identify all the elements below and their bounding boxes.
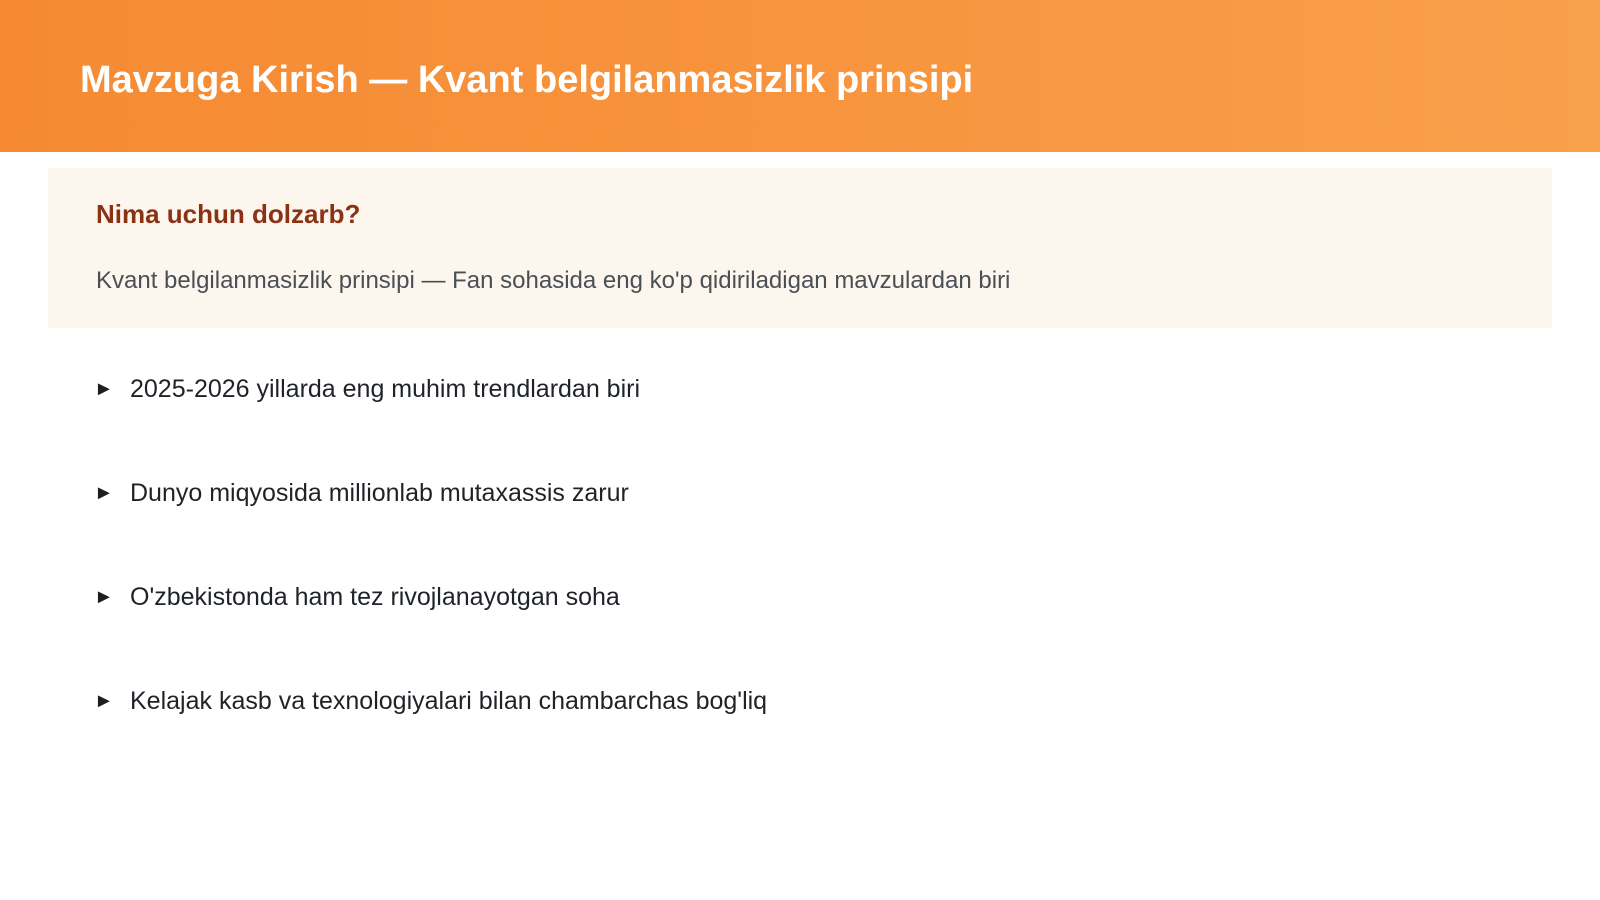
slide-title: Mavzuga Kirish — Kvant belgilanmasizlik prinsipi — [80, 59, 974, 101]
intro-heading: Nima uchun dolzarb? — [96, 199, 361, 229]
bullet-item — [94, 684, 767, 788]
triangle-bullet-icon: ► — [94, 586, 114, 608]
intro-text: Kvant belgilanmasizlik prinsipi — Fan sohasida eng ko'p qidiriladigan mavzulardan biri — [96, 267, 1011, 294]
triangle-bullet-icon: ► — [94, 690, 114, 712]
bullet-item — [94, 476, 767, 580]
bullet-list — [94, 372, 767, 788]
intro-box — [48, 168, 1552, 328]
bullet-text: Dunyo miqyosida millionlab mutaxassis zarur — [130, 479, 629, 507]
bullet-item — [94, 580, 767, 684]
slide-header — [0, 0, 1600, 152]
triangle-bullet-icon: ► — [94, 378, 114, 400]
bullet-text: Kelajak kasb va texnologiyalari bilan chambarchas bog'liq — [130, 687, 768, 715]
bullet-text: O'zbekistonda ham tez rivojlanayotgan soha — [130, 583, 620, 611]
bullet-item — [94, 372, 767, 476]
triangle-bullet-icon: ► — [94, 482, 114, 504]
bullet-text: 2025-2026 yillarda eng muhim trendlardan biri — [130, 375, 641, 403]
